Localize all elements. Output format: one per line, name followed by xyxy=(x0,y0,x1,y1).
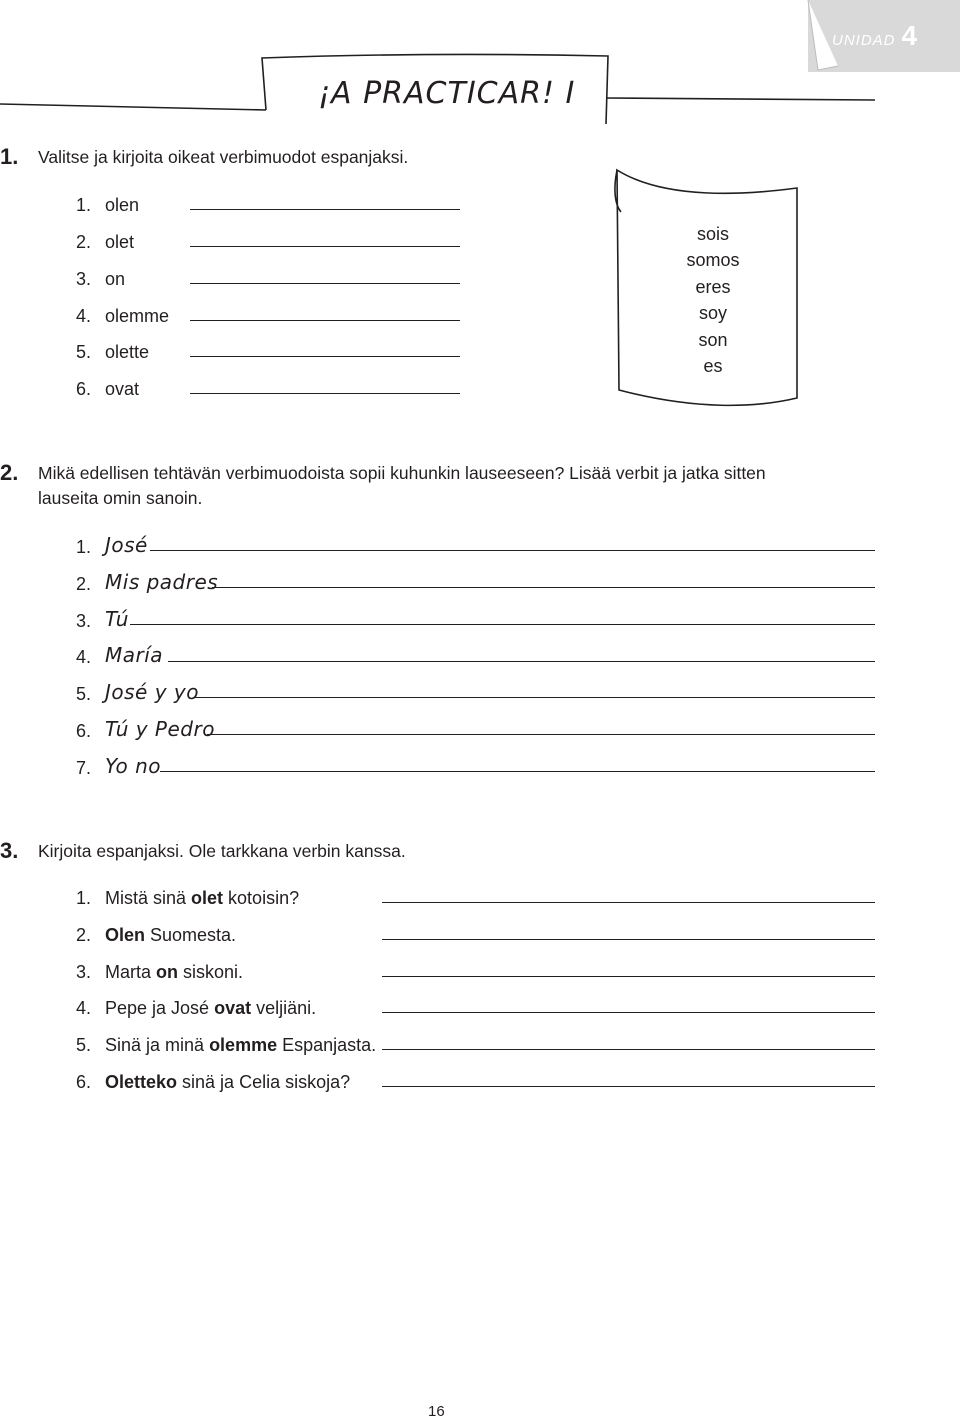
ex3-item-sentence xyxy=(105,1072,350,1093)
ex2-answer-line[interactable] xyxy=(212,587,875,588)
page-title: ¡A PRACTICAR! I xyxy=(318,76,576,111)
ex3-item-sentence xyxy=(105,962,243,983)
sentence-pre: Mistä sinä xyxy=(105,888,192,908)
ex1-item-text: on xyxy=(105,269,126,289)
ex1-item-num: 4. xyxy=(76,306,92,326)
sentence-pre: Pepe ja José xyxy=(105,998,215,1018)
sentence-verb: Olen xyxy=(105,925,146,945)
ex3-item-num: 2. xyxy=(76,925,92,945)
ex2-item-text: Tú y Pedro xyxy=(105,717,215,741)
ex1-answer-line[interactable] xyxy=(190,246,460,247)
word-bank-item: somos xyxy=(686,250,740,270)
ex2-answer-line[interactable] xyxy=(193,697,875,698)
ex3-item-num: 5. xyxy=(76,1035,92,1055)
ex2-item-num: 1. xyxy=(76,537,92,557)
sentence-post: veljiäni. xyxy=(251,998,317,1018)
ex3-item-sentence xyxy=(105,888,299,909)
ex2-item-num: 7. xyxy=(76,758,92,778)
ex1-answer-line[interactable] xyxy=(190,393,460,394)
ex1-item-num: 2. xyxy=(76,232,92,252)
sentence-verb: olemme xyxy=(209,1035,278,1055)
ex3-answer-line[interactable] xyxy=(382,1086,875,1087)
ex2-item-text: José xyxy=(105,533,148,557)
ex3-item-sentence xyxy=(105,1035,376,1056)
ex3-item-sentence xyxy=(105,998,316,1019)
ex2-answer-line[interactable] xyxy=(160,771,875,772)
ex1-answer-line[interactable] xyxy=(190,356,460,357)
ex3-item-num: 4. xyxy=(76,998,92,1018)
ex2-item-num: 3. xyxy=(76,611,92,631)
ex3-answer-line[interactable] xyxy=(382,1049,875,1050)
word-bank-item: es xyxy=(703,356,723,376)
ex1-item-num: 3. xyxy=(76,269,92,289)
exercise-1-instruction: Valitse ja kirjoita oikeat verbimuodot espanjaksi. xyxy=(38,147,409,167)
sentence-verb: on xyxy=(156,962,179,982)
unit-label-text: UNIDAD xyxy=(832,32,896,49)
ex2-item-num: 2. xyxy=(76,574,92,594)
ex3-item-num: 1. xyxy=(76,888,92,908)
sentence-post: Espanjasta. xyxy=(277,1035,377,1055)
ex1-answer-line[interactable] xyxy=(190,320,460,321)
ex2-answer-line[interactable] xyxy=(207,734,875,735)
word-bank-item: eres xyxy=(695,277,731,297)
sentence-post: siskoni. xyxy=(178,962,244,982)
exercise-3-instruction: Kirjoita espanjaksi. Ole tarkkana verbin kanssa. xyxy=(38,841,406,861)
ex2-answer-line[interactable] xyxy=(168,661,875,662)
ex3-item-sentence xyxy=(105,925,236,946)
ex1-item-num: 5. xyxy=(76,342,92,362)
word-bank-item: soy xyxy=(698,303,727,323)
ex2-item-num: 6. xyxy=(76,721,92,741)
ex3-answer-line[interactable] xyxy=(382,976,875,977)
ex2-item-text: José y yo xyxy=(105,680,199,704)
sentence-verb: ovat xyxy=(214,998,252,1018)
ex2-item-text: Yo no xyxy=(105,754,162,778)
word-bank-item: sois xyxy=(696,224,729,244)
exercise-1-number: 1. xyxy=(0,144,19,169)
sentence-pre: Sinä ja minä xyxy=(105,1035,210,1055)
ex1-item-text: olemme xyxy=(105,306,170,326)
word-bank-item: son xyxy=(698,330,728,350)
unit-number: 4 xyxy=(901,20,918,51)
ex1-item-num: 1. xyxy=(76,195,92,215)
ex2-item-text: María xyxy=(105,643,164,667)
ex1-answer-line[interactable] xyxy=(190,283,460,284)
ex1-item-text: olet xyxy=(105,232,135,252)
exercise-3-number: 3. xyxy=(0,838,19,863)
ex2-item-num: 5. xyxy=(76,684,92,704)
ex3-answer-line[interactable] xyxy=(382,1012,875,1013)
exercise-2-number: 2. xyxy=(0,460,19,485)
exercise-2-instruction-line2: lauseita omin sanoin. xyxy=(38,488,203,508)
ex2-answer-line[interactable] xyxy=(130,624,875,625)
ex2-item-text: Mis padres xyxy=(105,570,219,594)
ex3-answer-line[interactable] xyxy=(382,902,875,903)
ex1-item-text: olen xyxy=(105,195,140,215)
page-number: 16 xyxy=(428,1403,445,1420)
sentence-verb: Oletteko xyxy=(105,1072,178,1092)
ex1-item-text: olette xyxy=(105,342,150,362)
ex3-answer-line[interactable] xyxy=(382,939,875,940)
unit-label xyxy=(832,20,917,52)
sentence-pre: Marta xyxy=(105,962,157,982)
sentence-verb: olet xyxy=(191,888,224,908)
sentence-post: kotoisin? xyxy=(223,888,300,908)
ex3-item-num: 3. xyxy=(76,962,92,982)
sentence-post: sinä ja Celia siskoja? xyxy=(177,1072,351,1092)
ex3-item-num: 6. xyxy=(76,1072,92,1092)
ex1-item-num: 6. xyxy=(76,379,92,399)
sentence-post: Suomesta. xyxy=(145,925,237,945)
exercise-2-instruction-line1: Mikä edellisen tehtävän verbimuodoista sopii kuhunkin lauseeseen? Lisää verbit ja jatka sitten xyxy=(38,463,766,483)
ex2-answer-line[interactable] xyxy=(150,550,875,551)
ex2-item-num: 4. xyxy=(76,647,92,667)
ex2-item-text: Tú xyxy=(105,607,129,631)
ex1-item-text: ovat xyxy=(105,379,140,399)
ex1-answer-line[interactable] xyxy=(190,209,460,210)
